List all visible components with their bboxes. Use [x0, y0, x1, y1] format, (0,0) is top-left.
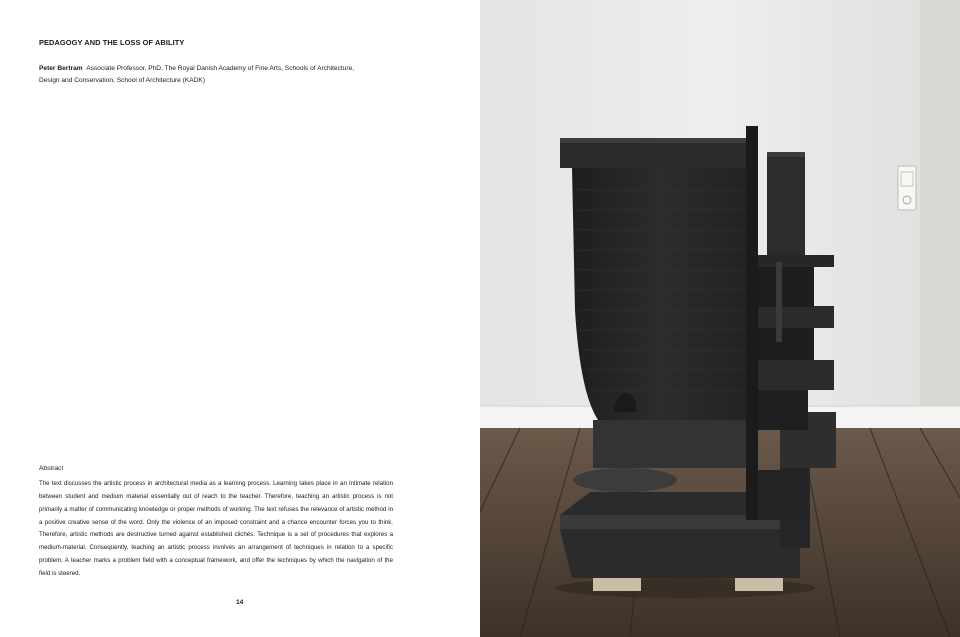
author-affiliation-line1: Associate Professor, PhD, The Royal Danish Academy of Fine Arts, Schools of Architecture,	[86, 65, 355, 72]
author-block	[39, 63, 399, 88]
model-panel	[746, 126, 758, 520]
abstract-body: The text discusses the artistic process in architectural media as a learning process. Learning takes place in an intimate relation between student and medium material essentially out of reach to the teacher. Therefore, teaching an artistic process is not primarily a matter of communicating knowledge or proper methods of working. The text refuses the relevance of artistic method in a positive creative sense of the word. Only the violence of an imposed constraint and a chance encounter forces you to think. Therefore, artistic methods are destructive turned against established clichés. Technique is a set of procedures that explores a medium-material. Consequently, teaching an artistic process involves an arrangement of techniques in relation to a specific problem. A teacher marks a problem field with a conceptual framework, and offer the techniques by which the navigation of the field is steered.	[39, 480, 393, 577]
wall-corner-shadow	[920, 0, 960, 428]
author-name: Peter Bertram	[39, 65, 83, 72]
author-affiliation-line2: Design and Conservation, School of Architecture (KADK)	[39, 77, 206, 85]
page-number: 14	[236, 599, 244, 606]
article-title: PEDAGOGY AND THE LOSS OF ABILITY	[39, 38, 185, 47]
model-tower	[767, 152, 805, 256]
right-page	[480, 0, 960, 637]
architectural-model-photo	[480, 0, 960, 637]
model-drum	[572, 168, 748, 420]
abstract-heading: Abstract	[39, 465, 64, 472]
